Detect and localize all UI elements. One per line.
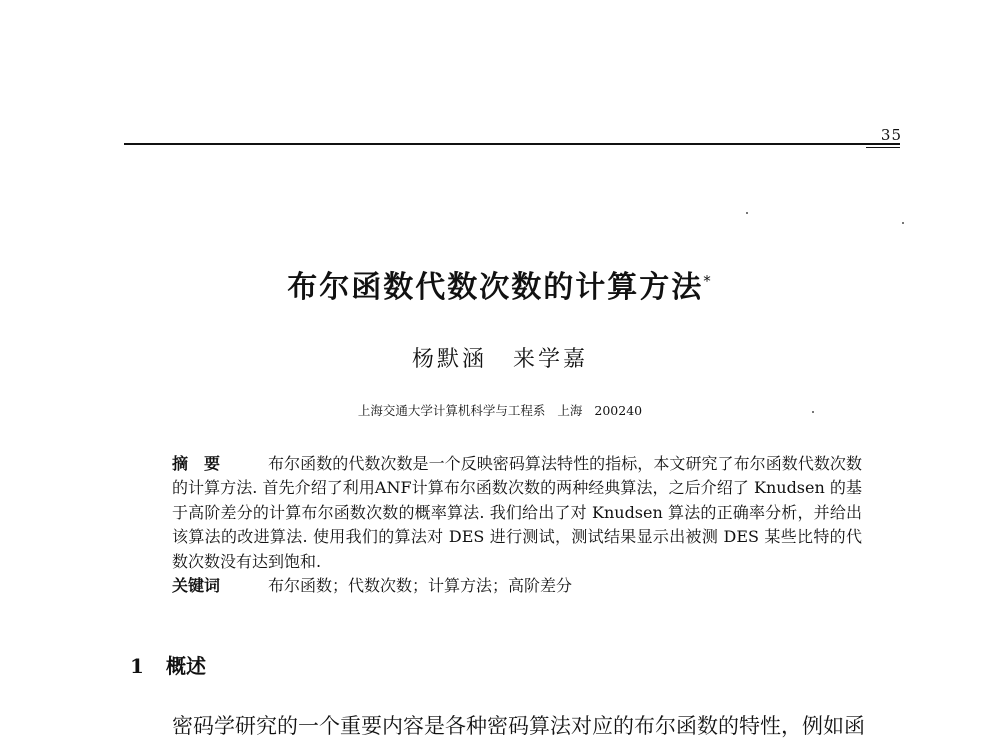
page-number: 35 [880, 126, 902, 144]
scan-speck [902, 222, 904, 224]
title-footnote-marker: * [703, 272, 713, 290]
paper-title [0, 262, 1000, 306]
body-text [172, 706, 902, 738]
affiliation-org: 上海交通大学计算机科学与工程系 [357, 403, 546, 418]
paper-title-text: 布尔函数代数次数的计算方法 [287, 270, 704, 305]
header-rule [124, 143, 900, 145]
affiliation [0, 401, 1000, 419]
section-heading [130, 650, 206, 679]
author-name: 杨默涵 [411, 347, 487, 372]
affiliation-postcode: 200240 [594, 403, 643, 418]
abstract-label: 摘 要 [172, 454, 221, 473]
affiliation-city: 上海 [557, 403, 583, 418]
keywords [172, 574, 862, 598]
abstract-text: 布尔函数的代数次数是一个反映密码算法特性的指标，本文研究了布尔函数代数次数的计算方法. 首先介绍了利用ANF计算布尔函数次数的两种经典算法，之后介绍了 Knudsen 的基于高阶差分的计算布尔函数次数的概率算法. 我们给出了对 Knudsen 算法的正确率分析，并给出该算法的改进算法. 使用我们的算法对 DES 进行测试，测试结果显示出被测 DES 某些比特的代数次数没有达到饱和. [172, 454, 862, 571]
scan-speck [746, 212, 748, 214]
page-number-underline [866, 147, 900, 148]
author-name: 来学嘉 [513, 347, 589, 372]
abstract-block [172, 452, 862, 598]
section-number: 1 [130, 654, 144, 678]
section-title: 概述 [166, 654, 206, 678]
keywords-text: 布尔函数；代数次数；计算方法；高阶差分 [268, 576, 573, 596]
body-first-line: 密码学研究的一个重要内容是各种密码算法对应的布尔函数的特性，例如函 [172, 714, 865, 738]
keywords-label: 关键词 [172, 576, 221, 596]
abstract [172, 452, 862, 574]
author-list [0, 342, 1000, 373]
